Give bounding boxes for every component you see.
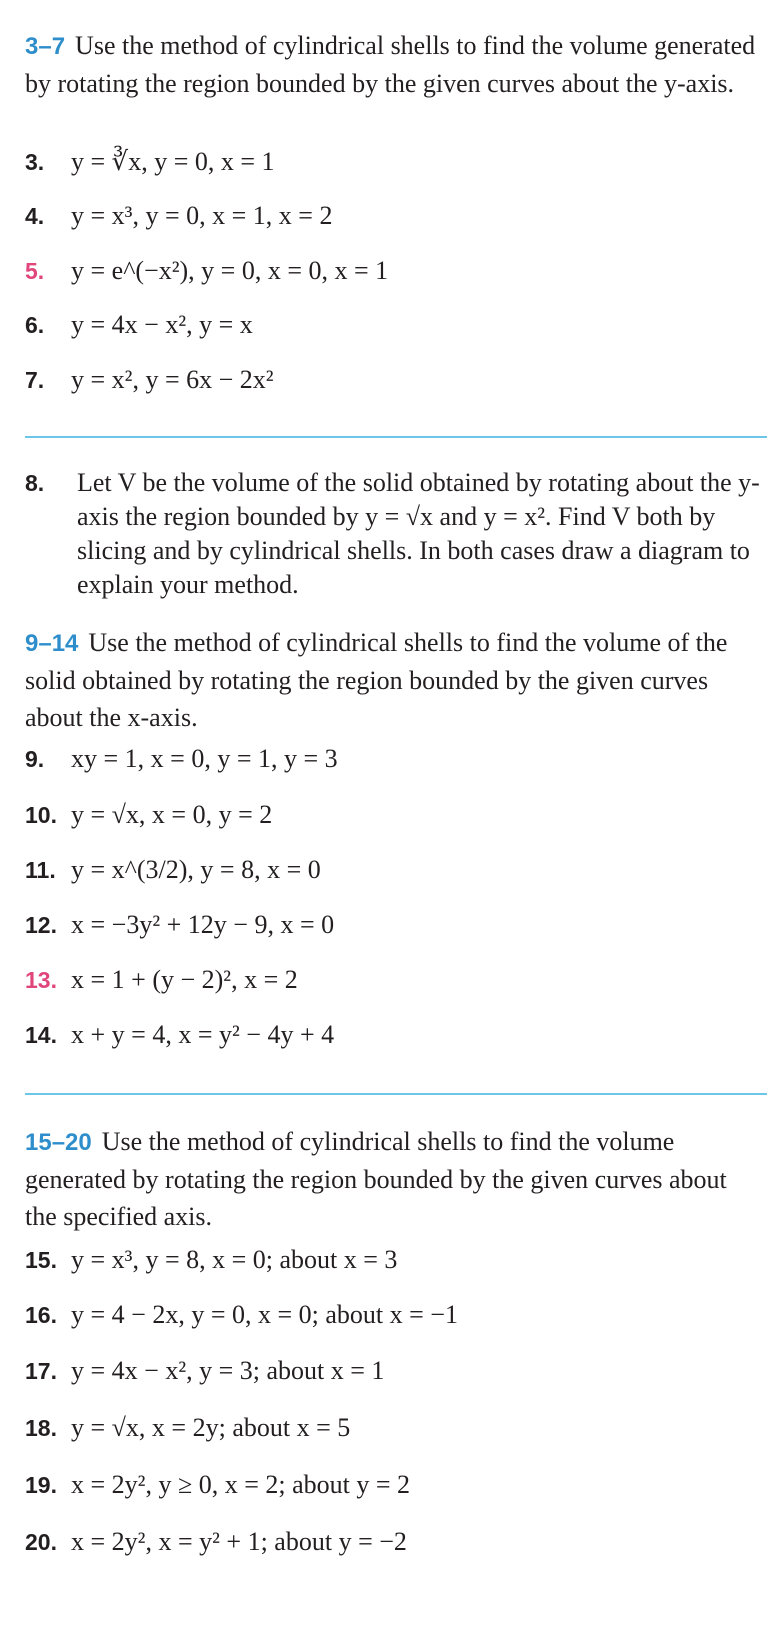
problem-number: 8. [25,470,45,496]
problem-number: 15. [25,1247,57,1273]
problem-number: 19. [25,1472,57,1498]
problem-expression: x = 2y², x = y² + 1; about y = −2 [71,1527,407,1556]
problem-expression: y = x³, y = 8, x = 0; about x = 3 [71,1245,398,1274]
problem-6 [25,310,253,340]
problem-4 [25,201,332,231]
problem-15 [25,1245,397,1275]
problem-expression: y = x², y = 6x − 2x² [71,365,274,394]
problem-number: 5. [25,258,45,284]
problem-expression: x = −3y² + 12y − 9, x = 0 [71,910,335,939]
problem-number: 6. [25,312,45,338]
problem-number: 7. [25,367,45,393]
problem-number: 4. [25,203,45,229]
problem-expression: y = x³, y = 0, x = 1, x = 2 [71,201,333,230]
section-header-9-14 [25,624,760,736]
section-instructions: Use the method of cylindrical shells to find the volume of the solid obtained by rotating the region bounded by the given curves about the x-axis. [25,628,728,732]
problem-expression: y = 4x − x², y = x [71,310,253,339]
problem-13 [25,965,298,995]
problem-expression: y = √x, x = 2y; about x = 5 [71,1413,351,1442]
problem-number: 18. [25,1415,57,1441]
problem-expression: x = 2y², y ≥ 0, x = 2; about y = 2 [71,1470,411,1499]
problem-number: 3. [25,149,45,175]
problem-16 [25,1300,458,1330]
problem-17 [25,1356,384,1386]
problem-expression: y = 4 − 2x, y = 0, x = 0; about x = −1 [71,1300,458,1329]
section-divider [25,1093,767,1095]
problem-7 [25,365,274,395]
problem-number: 16. [25,1302,57,1328]
section-range: 15–20 [25,1129,92,1156]
problem-expression: y = ∛x, y = 0, x = 1 [71,147,275,176]
section-range: 3–7 [25,33,66,60]
section-range: 9–14 [25,630,79,657]
section-header-3-7 [25,27,760,102]
problem-number: 20. [25,1529,57,1555]
problem-number: 12. [25,912,57,938]
problem-12 [25,910,334,940]
problem-expression: x = 1 + (y − 2)², x = 2 [71,965,298,994]
problem-number: 10. [25,802,57,828]
problem-14 [25,1020,334,1050]
problem-9 [25,744,338,774]
problem-expression: y = x^(3/2), y = 8, x = 0 [71,855,321,884]
section-header-15-20 [25,1123,760,1235]
problem-expression: y = √x, x = 0, y = 2 [71,800,273,829]
problem-number: 14. [25,1022,57,1048]
problem-number: 13. [25,967,57,993]
problem-20 [25,1527,407,1557]
problem-8 [25,466,765,602]
problem-11 [25,855,321,885]
section-instructions: Use the method of cylindrical shells to find the volume generated by rotating the region bounded by the given curves about the y-axis. [25,31,756,98]
problem-expression: y = e^(−x²), y = 0, x = 0, x = 1 [71,256,389,285]
problem-expression: y = 4x − x², y = 3; about x = 1 [71,1356,385,1385]
section-instructions: Use the method of cylindrical shells to find the volume generated by rotating the region bounded by the given curves about the specified axis. [25,1127,727,1231]
problem-10 [25,800,272,830]
problem-number: 9. [25,746,45,772]
section-divider [25,436,767,438]
problem-3 [25,147,275,177]
problem-8-text: Let V be the volume of the solid obtained by rotating about the y-axis the region bounded by y = √x and y = x². Find V both by slicing and by cylindrical shells. In both cases draw a diagram to explain your method. [77,468,760,599]
problem-5 [25,256,388,286]
problem-18 [25,1413,350,1443]
problem-expression: x + y = 4, x = y² − 4y + 4 [71,1020,335,1049]
problem-number: 17. [25,1358,57,1384]
problem-expression: xy = 1, x = 0, y = 1, y = 3 [71,744,338,773]
problem-number: 11. [25,857,56,883]
problem-19 [25,1470,410,1500]
